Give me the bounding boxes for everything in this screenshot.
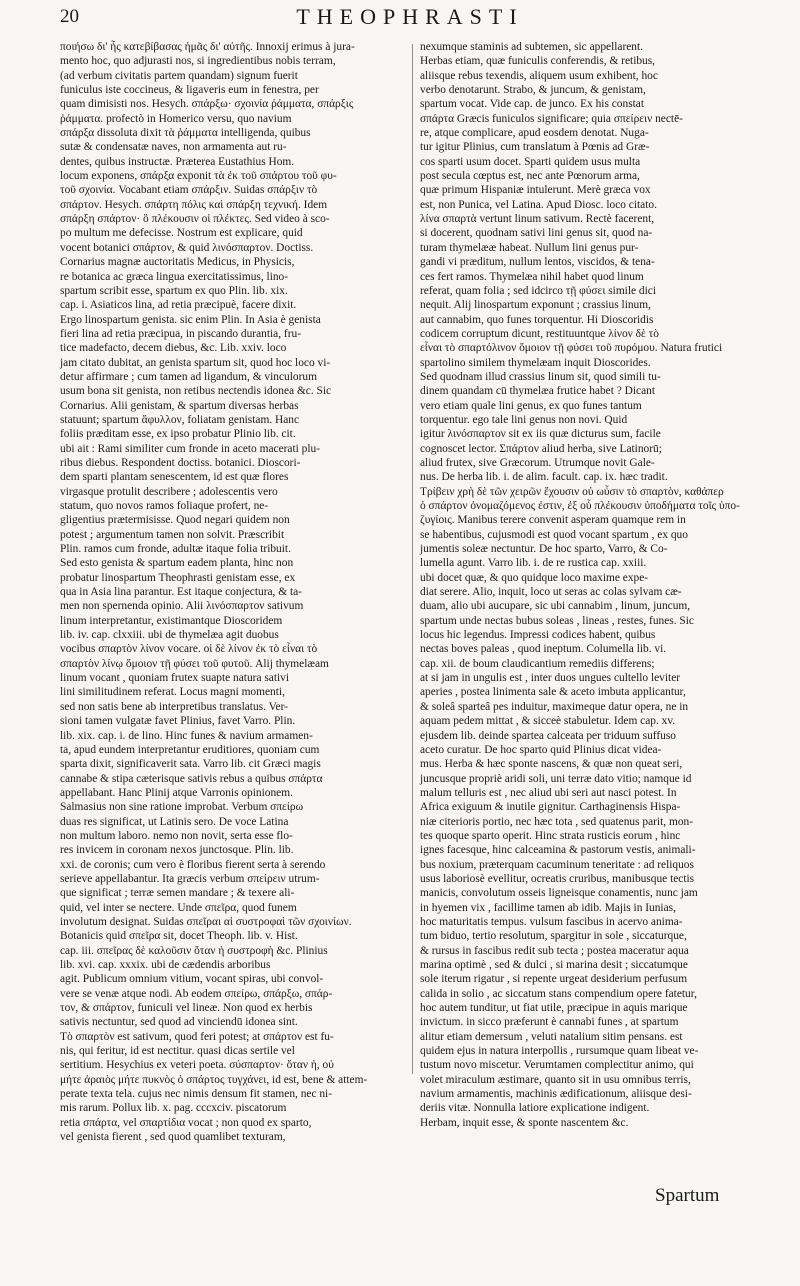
text-line: σπάρξη σπάρτον· ὃ πλέκουσιν οἱ πλέκτες. Sed video à sco- [60, 213, 330, 226]
text-line: referat, quam folia ; sed idcirco τῇ φύσει simile dici [420, 284, 656, 297]
text-line: cap. iii. σπεῖρας δὲ καλοῦσιν ὅταν ἡ συστροφὴ &c. Plinius [60, 944, 328, 957]
text-line: lini similitudinem referat. Locus magni momenti, [60, 686, 285, 699]
text-line: virgasque protulit describere ; adolescentis vero [60, 485, 278, 498]
text-line: lib. xix. cap. i. de lino. Hinc funes & navium armamen- [60, 729, 313, 742]
text-line: quæ primum Hispaniæ intulerunt. Merè græca vox [420, 184, 651, 197]
text-line: re, atque complicare, apud eosdem denotat. Nuga- [420, 127, 649, 140]
text-line: men non spernenda opinio. Alii λινόσπαρτον sativum [60, 600, 304, 613]
text-line: at si jam in ungulis est , inter duos ungues cultello leviter [420, 672, 681, 685]
text-line: torquentur. ego tale lini genus non novi. Quid [420, 413, 628, 426]
text-line: ribus diebus. Respondent doctiss. botanici. Dioscori- [60, 456, 301, 469]
text-line: vero etiam quale lini genus, ex quo funes tantum [420, 399, 642, 412]
text-line: tustum novo miscetur. Verumtamen complectitur animo, qui [420, 1059, 694, 1072]
text-line: nexumque staminis ad subtemen, sic appellarent. [420, 41, 644, 53]
text-line: lib. xvi. cap. xxxix. ubi de cædendis arboribus [60, 959, 271, 971]
text-line: nus. De herba lib. i. de alim. facult. cap. ix. hæc tradit. [420, 471, 668, 484]
text-line: cap. xii. de boum claudicantium remediis differens; [420, 657, 655, 670]
text-line: σπαρτὸν λίνῳ ὅμοιον τῇ φύσει τοῦ φυτοῦ. Alij thymelæam [60, 657, 329, 670]
text-line: usus laboriosè evellitur, ocreatis cruribus, manibusque tectis [420, 872, 695, 885]
text-line: alitur etiam demersum , veluti natalium sitim pensans. est [420, 1030, 683, 1043]
text-line: probatur linospartum Theophrasti genistam esse, ex [60, 571, 296, 584]
text-line: nis, qui feritur, id est nectitur. quasi dicas sertile vel [60, 1045, 295, 1058]
text-line: aperies , postea linimenta sale & aceto imbuta applicantur, [420, 686, 686, 699]
text-line: aquam pedem mittat , & sicceè stabuletur. Idem cap. xv. [420, 715, 676, 728]
text-line: retia σπάρτα, vel σπαρτίδια vocat ; non quod ex sparto, [60, 1116, 312, 1129]
text-line: calida in solio , ac siccatum stans compendium opere fatetur, [420, 987, 697, 1000]
text-line: vocent botanici σπάρτον, & quid λινόσπαρτον. Doctiss. [60, 241, 314, 254]
text-line: jam citato dubitat, an genista spartum sit, quod hoc loco vi- [60, 356, 331, 369]
text-line: vere se venæ atque nodi. Ab eodem σπείρω, σπάρξω, σπάρ- [60, 987, 333, 1000]
page-number: 20 [60, 6, 79, 27]
text-line: & rursus in fascibus redit sub tecta ; postea maceratur aqua [420, 944, 689, 957]
text-line: mis rarum. Pollux lib. x. pag. cccxciv. piscatorum [60, 1102, 287, 1115]
text-line: sole iterum rigatur , si repente urgeat desiderium perfusum [420, 973, 688, 986]
text-line: hoc maturitatis tempus. vulsum fascibus in acervo anima- [420, 915, 683, 928]
text-line: Τὸ σπαρτὸν est sativum, quod feri potest; at σπάρτον est fu- [60, 1030, 334, 1043]
text-line: res invicem in coronam nexos junctosque. Plin. lib. [60, 844, 294, 857]
text-line: diat serere. Alio, inquit, loco ut seras ac colas sylvam cæ- [420, 586, 682, 599]
text-line: spartum vocat. Vide cap. de junco. Ex his constat [420, 98, 645, 111]
text-line: Ergo linospartum genista. sic enim Plin. In Asia è genista [60, 313, 321, 326]
text-line: ζυγίοις. Manibus terere convenit asperam quamque rem in [420, 514, 686, 527]
text-line: linum interpretantur, existimantque Dioscoridem [60, 614, 283, 627]
text-line: navium armamentis, machinis ædificationum, aliisque desi- [420, 1088, 692, 1101]
text-line: dinem quandam cū thymelæa frutice habet ? Dicant [420, 385, 656, 398]
text-line: μήτε ἀραιὸς μήτε πυκνὸς ὁ σπάρτος τυγχάνει, id est, bene & attem- [60, 1073, 368, 1086]
text-line: cognoscet lector. Σπάρτον aliud herba, sive Latinorū; [420, 442, 662, 455]
text-line: Sed quodnam illud crassius linum sit, quod simili tu- [420, 370, 661, 383]
text-line: linum vocant , quoniam frutex suapte natura sativi [60, 672, 290, 685]
text-line: jumentis soleæ nectuntur. De hoc sparto, Varro, & Co- [420, 543, 668, 556]
text-line: manicis, convolutum osseis ligneisque conamentis, nunc jam [420, 887, 698, 900]
text-line: se habentibus, cujusmodi est quod vocant spartum , ex quo [420, 528, 688, 541]
text-line: sioni tamen vulgatæ favet Plinius, favet Varro. Plin. [60, 715, 296, 728]
text-line: sed non satis bene ab interpretibus translatus. Ver- [60, 700, 288, 713]
text-line: quam dimisisti nos. Hesych. σπάρξω· σχοινία ῥάμματα, σπάρξις [60, 98, 354, 111]
text-line: locum exponens, σπάρξα exponit τὰ ἐκ τοῦ σπάρτου τοῦ φυ- [60, 170, 337, 183]
running-head: THEOPHRASTI [296, 4, 524, 29]
text-line: est, non Punica, vel Latina. Apud Diosc. loco citato. [420, 198, 657, 211]
page-header [60, 2, 760, 34]
text-line: cannabe & stipa cæterisque sativis rebus a quibus σπάρτα [60, 772, 323, 785]
text-line: lib. iv. cap. clxxiii. ubi de thymelæa agit duobus [60, 629, 279, 642]
text-line: ces fert ramos. Thymelæa nihil habet quod linum [420, 270, 644, 283]
text-line: aliud frutex, sive Græcorum. Utrumque novit Gale- [420, 456, 655, 469]
text-line: Sed esto genista & spartum eadem planta, hinc non [60, 557, 294, 570]
text-line: fieri lina ad retia præcipua, in piscando durantia, fru- [60, 327, 302, 340]
text-line: mento hoc, quo adjurasti nos, si ingredientibus nobis terram, [60, 55, 336, 68]
text-line: Cornarius magnæ auctoritatis Medicus, in Physicis, [60, 256, 295, 269]
text-line: involutum designat. Suidas σπεῖραι αἱ συστροφαὶ τῶν σχοινίων. [60, 915, 352, 928]
text-line: τον, & σπάρτον, funiculi vel lineæ. Non quod ex herbis [60, 1002, 313, 1015]
text-line: quidem ejus in natura interpollis , rursumque quam libeat ve- [420, 1045, 699, 1058]
text-line: statum, quo novos ramos foliaque profert, ne- [60, 500, 269, 512]
text-line: niæ citerioris portio, nec hæc tota , sed quatenus parit, mon- [420, 815, 693, 828]
text-line: σπάρξα dissoluta dixit τὰ ῥάμματα intelligenda, quibus [60, 127, 311, 140]
text-line: σπάρτα Græcis funiculos significare; quia σπείρειν nectē- [420, 112, 683, 125]
text-line: Cornarius. Alii genistam, & spartum diversas herbas [60, 399, 299, 412]
text-line: ὁ σπάρτον ὀνομαζόμενος ἐστιν, ἐξ οὗ πλέκουσιν ὑποδήματα τοῖς ὑπο- [420, 500, 740, 512]
text-line: dem sparti plantam senescentem, id est quæ flores [60, 471, 289, 484]
text-line: appellabant. Hanc Plinij atque Varronis opinionem. [60, 786, 293, 799]
text-line: qua in Asia lina parantur. Est itaque conjectura, & ta- [60, 586, 302, 599]
text-line: tes quoque sparto operit. Hinc strata rusticis eorum , hinc [420, 829, 681, 842]
text-line: ubi ait : Rami similiter cum fronde in aceto macerati plu- [60, 442, 321, 455]
text-line: duas res significat, ut Latinis sero. De voce Latina [60, 815, 289, 828]
text-line: sutæ & condensatæ naves, non armamenta aut ru- [60, 141, 287, 154]
text-line: Herbas etiam, quæ funiculis conferendis, & retibus, [420, 55, 656, 68]
text-line: sertitium. Hesychius ex veteri poeta. σύσπαρτον· ὅταν ἡ, οὐ [60, 1059, 334, 1072]
text-line: spartum scribit esse, spartum ex quo Plin. lib. xix. [60, 284, 288, 297]
text-line: juncusque propriè aridi soli, uni terræ dato vitio; namque id [420, 772, 692, 785]
text-line: Plin. ramos cum fronde, adultæ itaque folia tribuit. [60, 543, 291, 556]
text-line: nequit. Alij linospartum exponunt ; crassius linum, [420, 299, 651, 312]
text-line: post secula cœptus est, nec ante Pœnorum arma, [420, 170, 640, 183]
text-line: Africa exiguum & inutile gignitur. Carthaginensis Hispa- [420, 801, 681, 814]
text-line: tice madefacto, decem diebus, &c. Lib. xxiv. loco [60, 342, 287, 355]
text-line: vel genista fierent , sed quod quamlibet texturam, [60, 1131, 286, 1144]
text-line: serieve appellabantur. Ita græcis verbum σπείρειν utrum- [60, 872, 320, 885]
text-line: duam, alio ubi aucupare, sic ubi cannabim , linum, juncum, [420, 600, 691, 613]
right-column [420, 40, 750, 1129]
text-line: si docerent, quodnam sativi lini genus sit, quod na- [420, 227, 653, 240]
left-column [60, 40, 405, 1144]
text-line: tum biduo, tertio resolutum, spargitur in sole , siccaturque, [420, 930, 687, 943]
text-line: σπάρτον. Hesych. σπάρτη πόλις καὶ σπάρξη τεχνική. Idem [60, 198, 328, 211]
text-line: volet miraculum æstimare, quanto sit in usu omnibus terris, [420, 1073, 691, 1086]
text-line: Salmasius non sine ratione improbat. Verbum σπείρω [60, 801, 304, 814]
text-line: cos sparti usum docet. Sparti quidem usus multa [420, 155, 641, 168]
text-line: xxi. de coronis; cum vero è floribus fierent serta à serendo [60, 858, 326, 871]
text-line: ubi docet quæ, & quo quidque loco maxime expe- [420, 571, 649, 584]
text-line: bus noxium, præterquam cacuminum teneritate : ad reliquos [420, 858, 694, 871]
text-line: mus. Herba & hæc sponte nascens, & quæ non queat seri, [420, 758, 683, 771]
text-line: tur igitur Plinius, cum translatum à Pœnis ad Græ- [420, 141, 650, 154]
text-line: sparta dixit, significaverit sata. Varro lib. cit Græci magis [60, 758, 321, 771]
text-line: turam thymelææ habeat. Nullum lini genus pur- [420, 241, 639, 254]
text-line: τοῦ σχοινία. Vocabant etiam σπάρξιν. Suidas σπάρξιν τὸ [60, 184, 318, 197]
text-line: dentes, quibus instructæ. Præterea Eustathius Hom. [60, 155, 295, 168]
text-line: Τρίβειν χρὴ δὲ τῶν χειρῶν ἔχουσιν οὐ ωὖσιν τὸ σπαρτὸν, καθάπερ [420, 485, 724, 498]
text-line: sativis nectuntur, sed quod ad vinciendū idonea sint. [60, 1016, 298, 1029]
text-line: spartolino similem thymelæam inquit Dioscorides. [420, 356, 651, 369]
text-line: nectas boves paleas , quod ineptum. Columella lib. vi. [420, 643, 667, 656]
text-line: statuunt; spartum ἄφυλλον, foliatam genistam. Hanc [60, 413, 300, 426]
text-line: invictum. in sicco præferunt è cannabi funes , at spartum [420, 1016, 679, 1029]
text-line: ῥάμματα. profectò in Homerico versu, quo navium [60, 112, 292, 125]
text-line: locus hic legendus. Impressi codices habent, quibus [420, 629, 656, 642]
text-line: foliis præditam esse, ex ipso probatur Plinio lib. cit. [60, 428, 296, 441]
text-line: non multum laboro. nemo non novit, serta esse flo- [60, 829, 293, 842]
text-line: lumella agunt. Varro lib. i. de re rustica cap. xxiii. [420, 557, 647, 570]
text-line: marina optimè , sed & dulci , si marina desit ; siccatumque [420, 959, 688, 971]
text-line: igitur λινόσπαρτον sit ex iis quæ dicturus sum, facile [420, 428, 661, 441]
text-line: malum telluris est , nec aliud ubi seri aut nasci potest. In [420, 786, 677, 799]
text-line: cap. i. Asiaticos lina, ad retia præcipuè, facere dixit. [60, 299, 297, 312]
text-line: ta, apud eundem interpretantur eruditiores, quoniam cum [60, 743, 320, 756]
text-line: & soleâ sparteâ pes induitur, maximeque datur opera, ne in [420, 700, 689, 713]
text-line: spartum unde nectas bubus soleas , lineas , restes, funes. Sic [420, 614, 694, 627]
text-line: gandi vi præditum, nullum lentos, viscidos, & tena- [420, 256, 655, 269]
text-line: re botanica ac græca lingua exercitatissimus, lino- [60, 270, 289, 283]
text-line: aut cannabim, quo funes torquentur. Hi Dioscoridis [420, 313, 654, 326]
text-line: aceto curatur. De hoc sparto quid Plinius dicat videa- [420, 743, 662, 756]
text-line: vocibus σπαρτὸν λίνον vocare. οἱ δὲ λίνον ἐκ τὸ εἶναι τὸ [60, 643, 318, 656]
text-line: ποιήσω δι' ἧς κατεβίβασας ἡμᾶς δι' αὐτῆς. Innoxij erimus à jura- [60, 41, 355, 53]
catchword: Spartum [655, 1185, 720, 1206]
text-line: detur affirmare ; cum tamen ad ligandum, & vinculorum [60, 370, 317, 383]
text-line: que significat ; terræ semen mandare ; & texere ali- [60, 887, 295, 900]
text-line: agit. Publicum omnium vitium, vocant spiras, ubi convol- [60, 973, 324, 986]
text-line: verbo denotarunt. Strabo, & juncum, & genistam, [420, 84, 646, 97]
text-line: εἶναι τὸ σπαρτόλινον ὅμοιον τῇ φύσει τοῦ πυρόμου. Natura frutici [420, 342, 723, 355]
text-line: λίνα σπαρτὰ vertunt linum sativum. Rectè facerent, [420, 213, 655, 226]
text-line: perate texta tela. cujus nec nimis densum fit stamen, nec ni- [60, 1088, 333, 1101]
text-line: aliisque rebus texendis, aliquem usum exhibent, hoc [420, 69, 658, 82]
text-line: (ad verbum civitatis partem quandam) signum fuerit [60, 69, 298, 82]
text-line: Herbam, inquit esse, & sponte nascentem &c. [420, 1116, 629, 1129]
text-line: gligentius prætermisisse. Quod negari quidem non [60, 514, 290, 527]
text-line: potest ; argumentum tamen non solvit. Præscribit [60, 528, 285, 541]
text-line: in hyemen vix , facillime tamen ab idib. Majis in Iunias, [420, 901, 676, 914]
text-line: deriis vitæ. Nonnulla latiore explicatione indigent. [420, 1102, 650, 1115]
text-line: codicem corruptum dicunt, restituuntque λίνον δὲ τὸ [420, 327, 659, 340]
text-line: hoc autem tunditur, ut fiat utile, præcipue in aquis marique [420, 1002, 688, 1015]
column-divider [412, 44, 413, 1074]
text-line: usum bona sit genista, non retibus nectendis idonea &c. Sic [60, 385, 332, 398]
text-line: quid, vel inter se nectere. Unde σπεῖρα, quod funem [60, 901, 297, 914]
text-line: ejusdem lib. deinde spartea calceata per triduum suffuso [420, 729, 676, 742]
text-line: po multum me defecisse. Nostrum est explicare, quid [60, 227, 303, 240]
text-line: Botanicis quid σπεῖρα sit, docet Theoph. lib. v. Hist. [60, 930, 298, 943]
text-line: funiculus iste coccineus, & ligaveris eum in fenestra, per [60, 84, 319, 97]
text-line: ignes facesque, hinc calceamina & pastorum vestis, animali- [420, 844, 696, 857]
